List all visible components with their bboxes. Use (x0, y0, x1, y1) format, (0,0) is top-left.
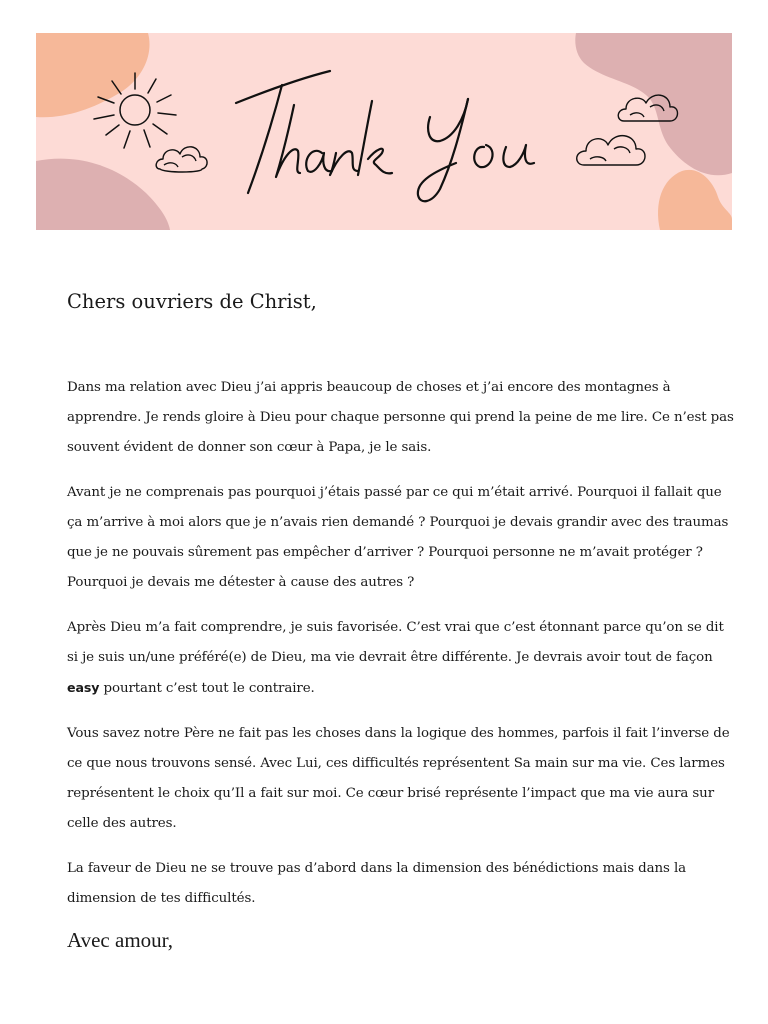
letter-paragraph: Dans ma relation avec Dieu j’ai appris beaucoup de choses et j’ai encore des montagnes à apprendre. Je rends gloire à Dieu pour chaque personne qui prend la peine de me lire. Ce n’est pas souvent évident de donner son cœur à Papa, je le sais. (67, 380, 734, 455)
letter-paragraph (67, 613, 735, 704)
thank-you-banner (36, 33, 732, 230)
paragraph-text: pourtant c’est tout le contraire. (99, 681, 315, 696)
mauve-blob-top-right (575, 33, 732, 175)
banner-artwork (36, 33, 732, 230)
letter-body (67, 373, 735, 929)
peach-blob-top-left (36, 33, 150, 117)
cloud-icon (577, 136, 645, 165)
letter-greeting: Chers ouvriers de Christ, (67, 290, 317, 313)
thank-you-lettering (236, 71, 534, 201)
letter-signoff: Avec amour, (67, 928, 174, 952)
peach-blob-bottom-right (658, 170, 732, 230)
letter-paragraph: Vous savez notre Père ne fait pas les choses dans la logique des hommes, parfois il fait l’inverse de ce que nous trouvons sensé. Avec Lui, ces difficultés représentent Sa main sur ma vie. Ces larmes représentent le choix qu’Il a fait sur moi. Ce cœur brisé représente l’impact que ma vie aura sur celle des autres. (67, 726, 730, 831)
letter-paragraph: La faveur de Dieu ne se trouve pas d’abord dans la dimension des bénédictions mais dans la dimension de tes difficultés. (67, 861, 687, 906)
paragraph-text: Après Dieu m’a fait comprendre, je suis favorisée. C’est vrai que c’est étonnant parce qu’on se dit si je suis un/une préféré(e) de Dieu, ma vie devrait être différente. Je devrais avoir tout de façon (67, 620, 724, 665)
mauve-blob-bottom-left (36, 159, 170, 230)
cloud-icon (156, 147, 207, 172)
letter-paragraph: Avant je ne comprenais pas pourquoi j’étais passé par ce qui m’était arrivé. Pourquoi il fallait que ça m’arrive à moi alors que je n’avais rien demandé ? Pourquoi je devais grandir avec des traumas que je ne pouvais sûrement pas empêcher d’arriver ? Pourquoi personne ne m’avait protéger ? Pourquoi je devais me détester à cause des autres ? (67, 485, 729, 590)
emphasized-word: easy (67, 680, 100, 695)
